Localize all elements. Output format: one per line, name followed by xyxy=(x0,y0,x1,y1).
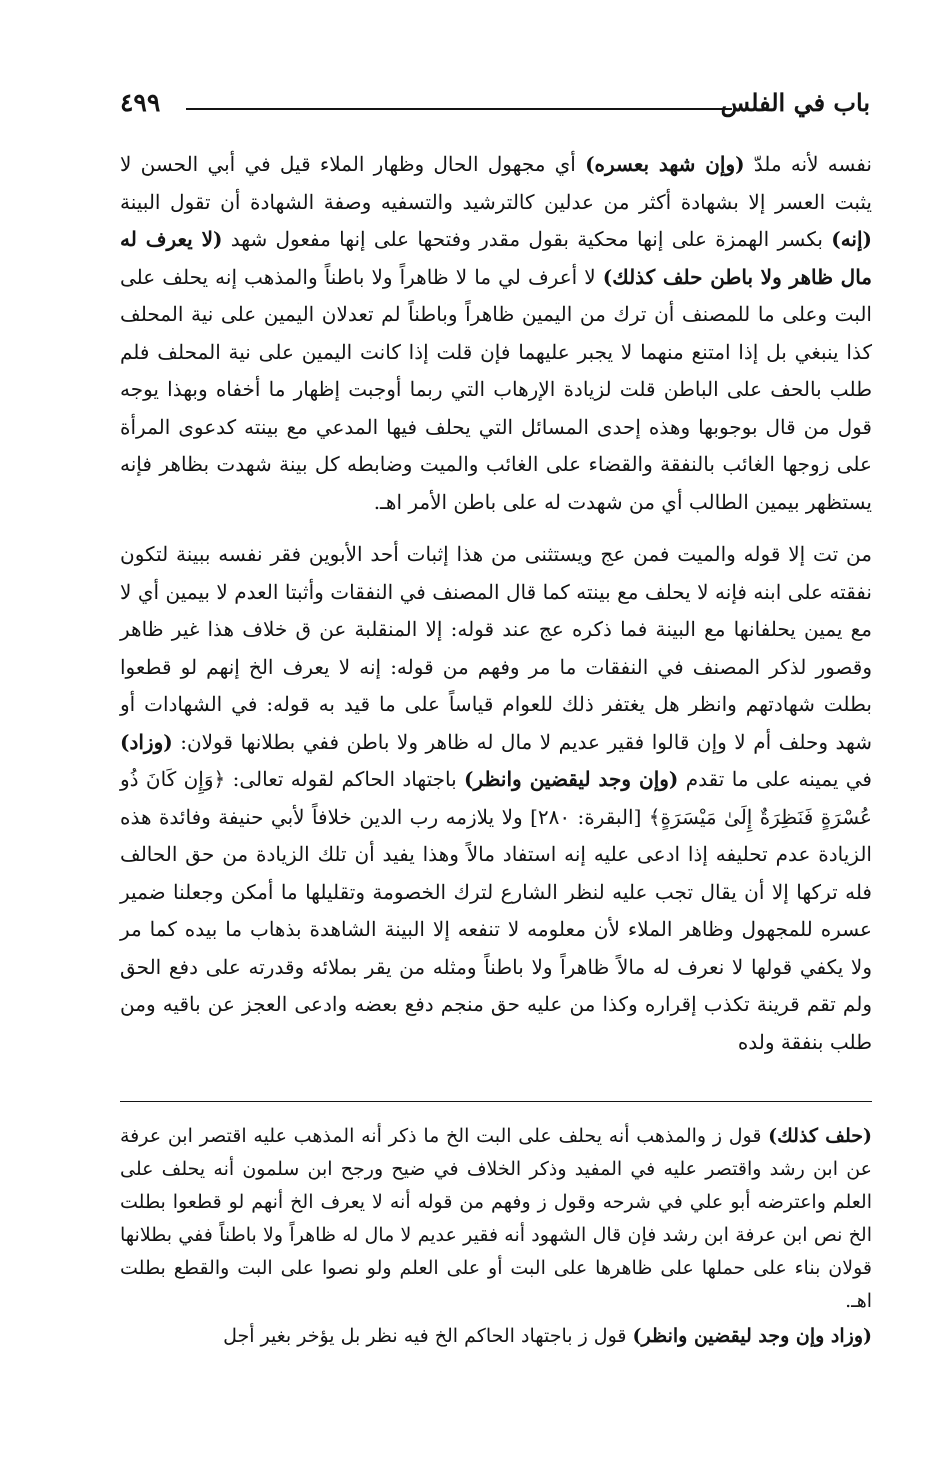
text-run: باجتهاد الحاكم لقوله تعالى: ﴿وَإِن كَانَ ذُو عُسْرَةٍ فَنَظِرَةٌ إِلَىٰ مَيْسَرَةٍ﴾ [البقرة: ٢٨٠] ولا يلازمه رب الدين خلافاً لأبي حنيفة وفائدة هذه الزيادة عدم تحليفه إذا ادعى عليه إنه استفاد مالاً وهذا يفيد أن تلك الزيادة من حق الحالف فله تركها إلا أن يقال تجب عليه لنظر الشارع لترك الخصومة وتقليلها ما أمكن وجعلنا ضمير عسره للمجهول وظاهر الملاء لأن معلومه لا تنفعه إلا البينة الشاهدة بذهاب ما بيده كما مر ولا يكفي قولها لا نعرف له مالاً ظاهراً ولا باطناً ومثله من يقر بملائه وقدرته على دفع الحق ولم تقم قرينة تكذب إقراره وكذا من عليه حق منجم دفع بعضه وادعى العجز عن باقيه ومن طلب بنفقة ولده xyxy=(120,767,872,1054)
text-run: بكسر الهمزة على إنها محكية بقول مقدر وفتحها على إنها مفعول شهد xyxy=(222,227,832,251)
bold-lemma: (إنه) xyxy=(831,227,873,251)
text-run: أي مجهول الحال وظهار الملاء قيل في أبي الحسن لا يثبت العسر إلا بشهادة أكثر من عدلين كالترشيد والتسفيه وصفة الشهادة أن تقول البينة xyxy=(120,152,872,214)
bold-lemma: (وإن وجد ليقضين وانظر) xyxy=(464,767,679,791)
bold-lemma: (وزاد) xyxy=(120,729,173,754)
text-run: نفسه لأنه ملدّ xyxy=(744,152,872,176)
bold-lemma: (وإن شهد بعسره) xyxy=(585,152,745,176)
text-run: قول ز باجتهاد الحاكم الخ فيه نظر بل يؤخر بغير أجل xyxy=(223,1325,633,1347)
footnote-2 xyxy=(120,1320,872,1353)
page-header xyxy=(118,86,870,122)
running-title: باب في الفلس xyxy=(720,88,870,117)
paragraph-1 xyxy=(120,146,872,521)
bold-lemma: (وزاد وإن وجد ليقضين وانظر) xyxy=(632,1325,872,1347)
footnotes xyxy=(120,1120,872,1353)
main-text xyxy=(120,146,872,1061)
text-run: من تت إلا قوله والميت فمن عج ويستثنى من هذا إثبات أحد الأبوين فقر نفسه ببينة لتكون نفقته على ابنه فإنه لا يحلف مع بينته كما قال المصنف في النفقات وأثبتا العدم لا بيمين أي لا مع يمين يحلفانها مع البينة فما ذكره عج عند قوله: إلا المنقلبة عن ق خلاف هذا غير ظاهر وقصور لذكر المصنف في النفقات ما مر وفهم من قوله: إنه لا يعرف الخ إنهم لو قطعوا بطلت شهادتهم وانظر هل يغتفر ذلك للعوام قياساً على ما قيد به قوله: في الشهادات أو شهد وحلف أم لا وإن قالوا فقير عديم لا مال له ظاهر ولا باطن ففي بطلانها قولان: xyxy=(120,542,872,754)
text-run: لا أعرف لي ما لا ظاهراً ولا باطناً والمذهب إنه يحلف على البت وعلى ما للمصنف أن ترك من اليمين ظاهراً وباطناً لم تعدلان اليمين على نية المحلف كذا ينبغي بل إذا امتنع منهما لا يجبر عليهما فإن قلت إذا كانت اليمين على نية المحلف فلم طلب بالحف على الباطن قلت لزيادة الإرهاب التي ربما أوجبت إظهار ما أخفاه وبهذا يوجه قول من قال بوجوبها وهذه إحدى المسائل التي يحلف فيها المدعي مع بينته كدعوى المرأة على زوجها الغائب بالنفقة والقضاء على الغائب والميت وضابطه كل بينة شهدت بظاهر فإنه يستظهر بيمين الطالب أي من شهدت له على باطن الأمر اهـ. xyxy=(120,264,872,514)
bold-lemma: (لا يعرف له مال ظاهر ولا باطن حلف كذلك) xyxy=(120,227,873,289)
page-number: ٤٩٩ xyxy=(120,88,161,117)
header-rule xyxy=(186,108,732,110)
paragraph-2 xyxy=(120,536,872,1061)
footnote-rule xyxy=(120,1101,872,1102)
text-run: في يمينه على ما تقدم xyxy=(678,767,872,791)
text-run: قول ز والمذهب أنه يحلف على البت الخ ما ذكر أنه المذهب عليه اقتصر ابن عرفة عن ابن رشد واقتصر عليه في المفيد وذكر الخلاف في ضيح ورجح ابن سلمون أنه يحلف على العلم واعترضه أبو علي في شرحه وقول ز وفهم من قوله أنه لا يعرف الخ أنهم لو قطعوا بطلت الخ نص ابن عرفة ابن رشد فإن قال الشهود أنه فقير عديم لا مال له ظاهراً ولا باطناً ففي بطلانها قولان بناء على حملها على ظاهرها على البت أو على العلم ولو نصوا على البت والقطع بطلت اهـ. xyxy=(120,1125,872,1312)
bold-lemma: (حلف كذلك) xyxy=(768,1125,872,1147)
footnote-1 xyxy=(120,1120,872,1318)
